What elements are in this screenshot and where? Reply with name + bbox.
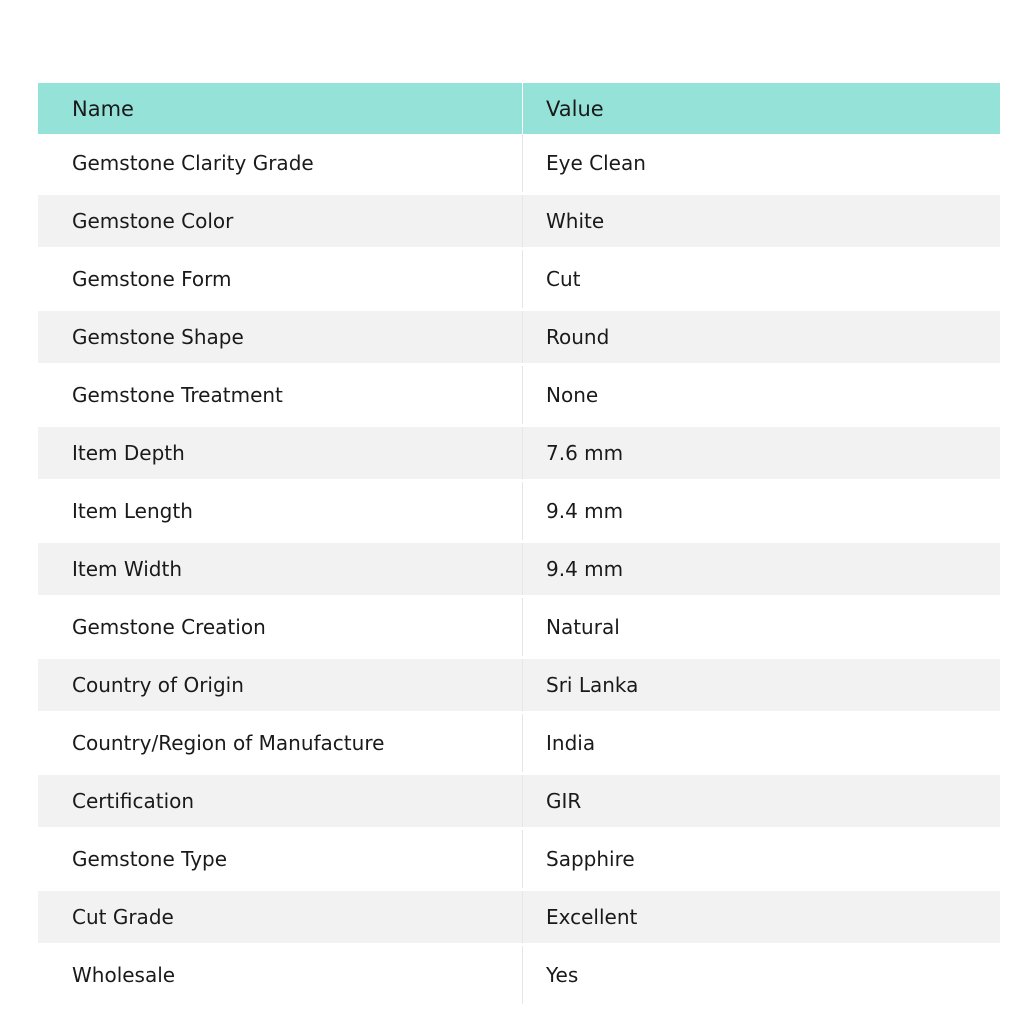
row-value-cell: 9.4 mm <box>546 499 624 523</box>
table-row <box>38 311 1000 363</box>
row-value-cell: GIR <box>546 789 582 813</box>
row-name-cell: Gemstone Color <box>38 195 523 247</box>
row-value-cell: Excellent <box>546 905 638 929</box>
table-row <box>38 775 1000 827</box>
row-name-cell: Cut Grade <box>38 891 523 943</box>
row-value-cell: India <box>546 731 596 755</box>
table-row <box>38 714 1000 772</box>
table-row <box>38 250 1000 308</box>
row-value-cell: Natural <box>546 615 620 639</box>
row-name-cell: Country/Region of Manufacture <box>38 714 523 772</box>
row-value-cell: 9.4 mm <box>546 557 624 581</box>
table-row <box>38 598 1000 656</box>
row-name-cell: Certification <box>38 775 523 827</box>
table-row <box>38 482 1000 540</box>
row-name-cell: Gemstone Clarity Grade <box>38 134 523 192</box>
row-value-cell: Round <box>546 325 610 349</box>
row-value-cell: White <box>546 209 605 233</box>
row-value-cell: Sapphire <box>546 847 635 871</box>
specifications-table <box>38 83 1000 1004</box>
row-name-cell: Item Length <box>38 482 523 540</box>
table-row <box>38 830 1000 888</box>
row-value-cell: 7.6 mm <box>546 441 624 465</box>
table-row <box>38 195 1000 247</box>
row-value-cell: Yes <box>546 963 579 987</box>
table-row <box>38 946 1000 1004</box>
table-row <box>38 659 1000 711</box>
table-row <box>38 543 1000 595</box>
row-value-cell: Eye Clean <box>546 151 646 175</box>
row-name-cell: Gemstone Treatment <box>38 366 523 424</box>
row-name-cell: Wholesale <box>38 946 523 1004</box>
row-name-cell: Country of Origin <box>38 659 523 711</box>
column-header-value: Value <box>546 96 604 121</box>
table-row <box>38 134 1000 192</box>
row-name-cell: Item Depth <box>38 427 523 479</box>
row-value-cell: Cut <box>546 267 581 291</box>
row-name-cell: Gemstone Form <box>38 250 523 308</box>
table-row <box>38 366 1000 424</box>
row-value-cell: None <box>546 383 599 407</box>
row-name-cell: Gemstone Shape <box>38 311 523 363</box>
row-name-cell: Gemstone Creation <box>38 598 523 656</box>
column-header-name: Name <box>38 83 523 134</box>
table-row <box>38 891 1000 943</box>
table-header-row <box>38 83 1000 134</box>
row-value-cell: Sri Lanka <box>546 673 639 697</box>
row-name-cell: Item Width <box>38 543 523 595</box>
row-name-cell: Gemstone Type <box>38 830 523 888</box>
table-row <box>38 427 1000 479</box>
